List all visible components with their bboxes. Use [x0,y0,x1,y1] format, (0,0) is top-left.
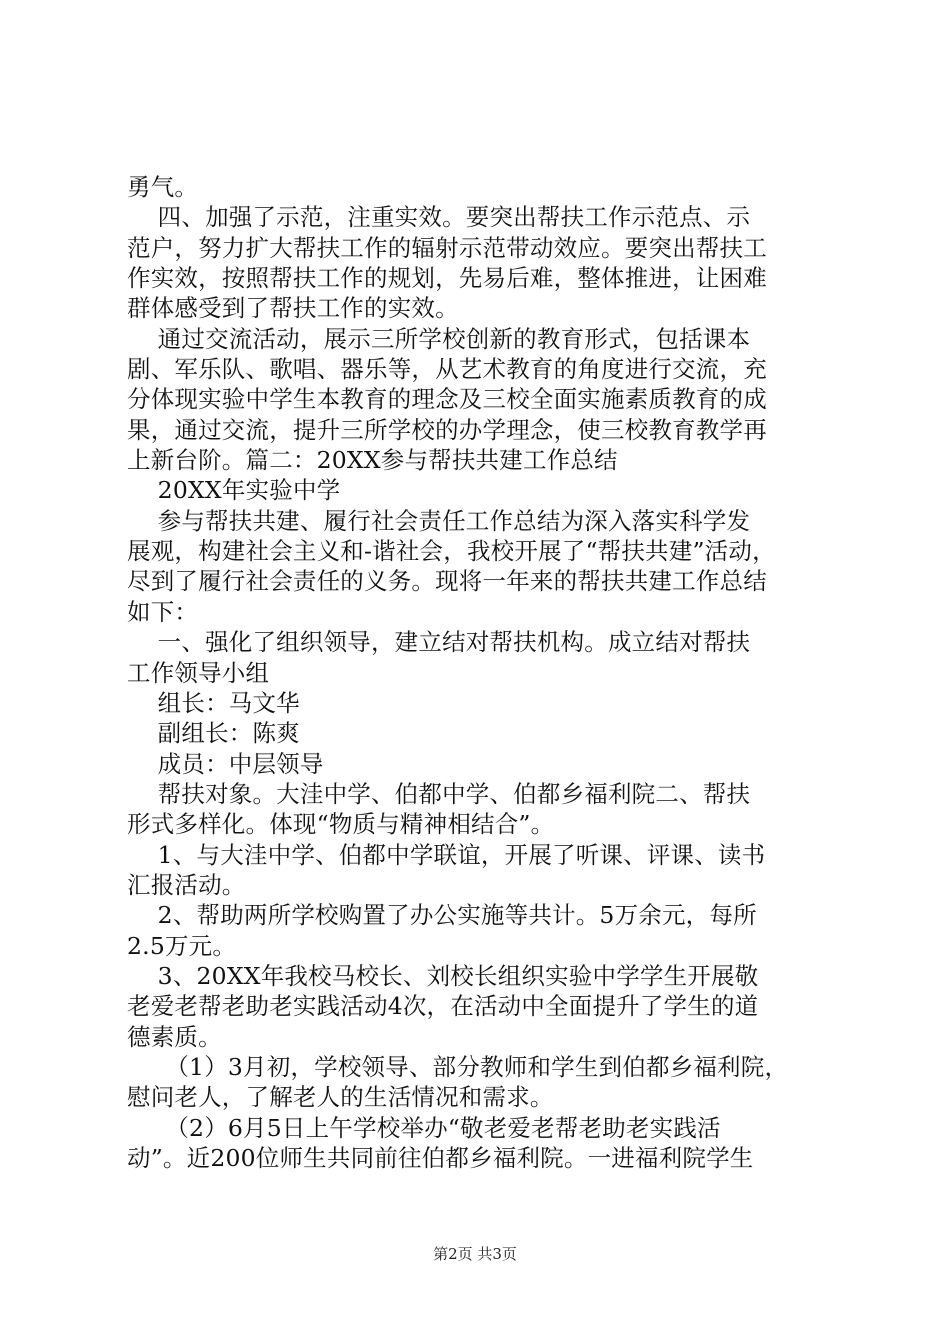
text-line: 范户，努力扩大帮扶工作的辐射示范带动效应。要突出帮扶工 [127,233,767,262]
text-line: 一、强化了组织领导，建立结对帮扶机构。成立结对帮扶 [127,628,751,657]
text-line: 展观，构建社会主义和-谐社会，我校开展了“帮扶共建”活动， [127,537,776,566]
text-line: 汇报活动。 [127,870,246,899]
text-line: 动”。近200位师生共同前往伯都乡福利院。一进福利院学生 [127,1144,754,1172]
text-line: 形式多样化。体现“物质与精神相结合”。 [127,810,555,839]
text-line: 四、加强了示范，注重实效。要突出帮扶工作示范点、示 [127,203,751,232]
text-line: 2、帮助两所学校购置了办公实施等共计。5万余元，每所 [127,901,757,930]
text-line: 2.5万元。 [127,931,237,960]
text-line: 工作领导小组 [127,658,270,687]
text-line: 群体感受到了帮扶工作的实效。 [127,294,459,323]
text-line: 帮扶对象。大洼中学、伯都中学、伯都乡福利院二、帮扶 [127,779,751,808]
text-line: （2）6月5日上午学校举办“敬老爱老帮老助老实践活 [127,1113,721,1142]
text-line: 如下： [127,597,199,626]
text-line: 成员：中层领导 [127,749,324,778]
text-line: 上新台阶。篇二：20XX参与帮扶共建工作总结 [127,446,618,475]
text-line: 剧、军乐队、歌唱、器乐等，从艺术教育的角度进行交流，充 [127,355,767,384]
text-line: 果，通过交流，提升三所学校的办学理念，使三校教育教学再 [127,415,767,444]
text-line: 慰问老人，了解老人的生活情况和需求。 [127,1083,554,1112]
text-line: 参与帮扶共建、履行社会责任工作总结为深入落实科学发 [127,506,751,535]
text-line: 老爱老帮老助老实践活动4次，在活动中全面提升了学生的道 [127,992,759,1021]
text-line: 20XX年实验中学 [127,476,341,505]
text-line: 1、与大洼中学、伯都中学联谊，开展了听课、评课、读书 [127,840,766,869]
document-body [127,172,847,1173]
text-line: 分体现实验中学生本教育的理念及三校全面实施素质教育的成 [127,385,767,414]
text-line: （1）3月初，学校领导、部分教师和学生到伯都乡福利院， [127,1052,789,1081]
text-line: 德素质。 [127,1022,222,1051]
text-line: 通过交流活动，展示三所学校创新的教育形式，包括课本 [127,324,751,353]
text-line: 副组长：陈爽 [127,719,300,748]
text-line: 作实效，按照帮扶工作的规划，先易后难，整体推进，让困难 [127,264,767,293]
text-line: 尽到了履行社会责任的义务。现将一年来的帮扶共建工作总结 [127,567,767,596]
text-line: 勇气。 [127,173,199,201]
text-line: 3、20XX年我校马校长、刘校长组织实验中学学生开展敬 [127,961,759,990]
page-footer: 第2页 共3页 [433,1245,517,1263]
text-line: 组长：马文华 [127,688,300,717]
